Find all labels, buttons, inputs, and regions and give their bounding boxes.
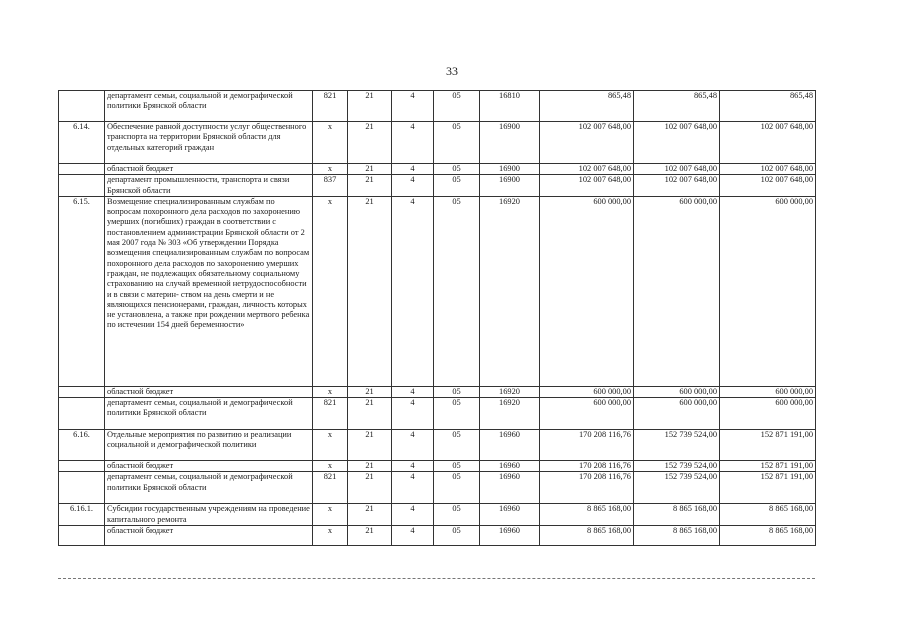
amount-year3-cell: 102 007 648,00: [720, 175, 816, 197]
row-name-cell: департамент семьи, социальной и демографической политики Брянской области: [105, 472, 313, 504]
section-code-cell: 21: [348, 504, 392, 526]
table-row: [59, 472, 816, 504]
program-code-cell: 05: [434, 164, 480, 175]
row-name-cell: Субсидии государственным учреждениям на проведение капитального ремонта: [105, 504, 313, 526]
grbs-code-cell: х: [313, 122, 348, 164]
subsection-code-cell: 4: [392, 175, 434, 197]
table-body: [59, 91, 816, 546]
table-row: [59, 386, 816, 397]
amount-year2-cell: 600 000,00: [634, 398, 720, 430]
subsection-code-cell: 4: [392, 526, 434, 546]
amount-year2-cell: 152 739 524,00: [634, 430, 720, 461]
amount-year2-cell: 865,48: [634, 91, 720, 122]
row-number-cell: 6.14.: [59, 122, 105, 164]
target-code-cell: 16900: [480, 164, 540, 175]
section-code-cell: 21: [348, 175, 392, 197]
program-code-cell: 05: [434, 430, 480, 461]
amount-year2-cell: 152 739 524,00: [634, 472, 720, 504]
table-row: [59, 175, 816, 197]
row-name-cell: областной бюджет: [105, 526, 313, 546]
amount-year1-cell: 8 865 168,00: [540, 526, 634, 546]
amount-year3-cell: 152 871 191,00: [720, 430, 816, 461]
amount-year3-cell: 600 000,00: [720, 196, 816, 386]
amount-year2-cell: 600 000,00: [634, 196, 720, 386]
row-number-cell: [59, 164, 105, 175]
budget-table: [58, 90, 816, 546]
amount-year1-cell: 8 865 168,00: [540, 504, 634, 526]
section-code-cell: 21: [348, 398, 392, 430]
table-row: [59, 196, 816, 386]
row-name-cell: областной бюджет: [105, 386, 313, 397]
amount-year2-cell: 102 007 648,00: [634, 164, 720, 175]
target-code-cell: 16960: [480, 461, 540, 472]
amount-year3-cell: 600 000,00: [720, 386, 816, 397]
table-row: [59, 430, 816, 461]
table-row: [59, 122, 816, 164]
row-name-cell: департамент промышленности, транспорта и связи Брянской области: [105, 175, 313, 197]
table-row: [59, 504, 816, 526]
amount-year3-cell: 102 007 648,00: [720, 122, 816, 164]
section-code-cell: 21: [348, 196, 392, 386]
program-code-cell: 05: [434, 386, 480, 397]
target-code-cell: 16960: [480, 430, 540, 461]
grbs-code-cell: х: [313, 461, 348, 472]
amount-year3-cell: 600 000,00: [720, 398, 816, 430]
section-code-cell: 21: [348, 430, 392, 461]
page-number: 33: [446, 64, 458, 78]
section-code-cell: 21: [348, 472, 392, 504]
row-number-cell: [59, 398, 105, 430]
target-code-cell: 16960: [480, 472, 540, 504]
grbs-code-cell: х: [313, 526, 348, 546]
subsection-code-cell: 4: [392, 461, 434, 472]
amount-year3-cell: 865,48: [720, 91, 816, 122]
section-code-cell: 21: [348, 164, 392, 175]
amount-year2-cell: 600 000,00: [634, 386, 720, 397]
subsection-code-cell: 4: [392, 91, 434, 122]
program-code-cell: 05: [434, 526, 480, 546]
amount-year1-cell: 600 000,00: [540, 386, 634, 397]
amount-year2-cell: 8 865 168,00: [634, 504, 720, 526]
grbs-code-cell: 821: [313, 472, 348, 504]
row-name-cell: департамент семьи, социальной и демографической политики Брянской области: [105, 91, 313, 122]
row-number-cell: [59, 472, 105, 504]
table-row: [59, 461, 816, 472]
row-number-cell: [59, 386, 105, 397]
amount-year2-cell: 152 739 524,00: [634, 461, 720, 472]
amount-year1-cell: 865,48: [540, 91, 634, 122]
table-row: [59, 91, 816, 122]
amount-year1-cell: 102 007 648,00: [540, 175, 634, 197]
amount-year1-cell: 102 007 648,00: [540, 122, 634, 164]
section-code-cell: 21: [348, 526, 392, 546]
amount-year3-cell: 8 865 168,00: [720, 526, 816, 546]
program-code-cell: 05: [434, 504, 480, 526]
table-row: [59, 526, 816, 546]
table-row: [59, 398, 816, 430]
program-code-cell: 05: [434, 122, 480, 164]
subsection-code-cell: 4: [392, 164, 434, 175]
subsection-code-cell: 4: [392, 386, 434, 397]
amount-year3-cell: 8 865 168,00: [720, 504, 816, 526]
target-code-cell: 16900: [480, 175, 540, 197]
row-name-cell: областной бюджет: [105, 164, 313, 175]
table-row: [59, 164, 816, 175]
program-code-cell: 05: [434, 175, 480, 197]
grbs-code-cell: 821: [313, 398, 348, 430]
program-code-cell: 05: [434, 461, 480, 472]
row-number-cell: 6.15.: [59, 196, 105, 386]
amount-year1-cell: 102 007 648,00: [540, 164, 634, 175]
amount-year1-cell: 600 000,00: [540, 196, 634, 386]
amount-year3-cell: 102 007 648,00: [720, 164, 816, 175]
program-code-cell: 05: [434, 91, 480, 122]
row-number-cell: [59, 461, 105, 472]
target-code-cell: 16920: [480, 386, 540, 397]
target-code-cell: 16810: [480, 91, 540, 122]
section-code-cell: 21: [348, 91, 392, 122]
grbs-code-cell: х: [313, 386, 348, 397]
amount-year1-cell: 170 208 116,76: [540, 461, 634, 472]
target-code-cell: 16920: [480, 196, 540, 386]
row-number-cell: 6.16.: [59, 430, 105, 461]
row-name-cell: Отдельные мероприятия по развитию и реализации социальной и демографической политики: [105, 430, 313, 461]
section-code-cell: 21: [348, 122, 392, 164]
subsection-code-cell: 4: [392, 504, 434, 526]
amount-year3-cell: 152 871 191,00: [720, 472, 816, 504]
row-number-cell: [59, 175, 105, 197]
program-code-cell: 05: [434, 472, 480, 504]
row-name-cell: областной бюджет: [105, 461, 313, 472]
amount-year2-cell: 8 865 168,00: [634, 526, 720, 546]
row-number-cell: 6.16.1.: [59, 504, 105, 526]
amount-year2-cell: 102 007 648,00: [634, 122, 720, 164]
target-code-cell: 16900: [480, 122, 540, 164]
section-code-cell: 21: [348, 386, 392, 397]
section-code-cell: 21: [348, 461, 392, 472]
row-name-cell: Обеспечение равной доступности услуг общественного транспорта на территории Брянской области для отдельных категорий граждан: [105, 122, 313, 164]
program-code-cell: 05: [434, 196, 480, 386]
grbs-code-cell: х: [313, 430, 348, 461]
row-name-cell: департамент семьи, социальной и демографической политики Брянской области: [105, 398, 313, 430]
subsection-code-cell: 4: [392, 122, 434, 164]
subsection-code-cell: 4: [392, 196, 434, 386]
grbs-code-cell: 821: [313, 91, 348, 122]
target-code-cell: 16960: [480, 526, 540, 546]
amount-year2-cell: 102 007 648,00: [634, 175, 720, 197]
row-number-cell: [59, 526, 105, 546]
amount-year1-cell: 170 208 116,76: [540, 430, 634, 461]
amount-year3-cell: 152 871 191,00: [720, 461, 816, 472]
row-number-cell: [59, 91, 105, 122]
table-bottom-divider: [58, 578, 815, 579]
amount-year1-cell: 600 000,00: [540, 398, 634, 430]
target-code-cell: 16960: [480, 504, 540, 526]
amount-year1-cell: 170 208 116,76: [540, 472, 634, 504]
subsection-code-cell: 4: [392, 472, 434, 504]
grbs-code-cell: х: [313, 504, 348, 526]
subsection-code-cell: 4: [392, 398, 434, 430]
target-code-cell: 16920: [480, 398, 540, 430]
program-code-cell: 05: [434, 398, 480, 430]
grbs-code-cell: х: [313, 164, 348, 175]
grbs-code-cell: 837: [313, 175, 348, 197]
grbs-code-cell: х: [313, 196, 348, 386]
subsection-code-cell: 4: [392, 430, 434, 461]
row-name-cell: Возмещение специализированным службам по вопросам похоронного дела расходов по захоронению умерших (погибших) граждан в соответствии с постановлением администрации Брянской области от 2 мая 2007 года № 303 «Об утверждении Порядка возмещения специализированным службам по вопросам похоронного дела расходов по захоронению умерших граждан, не подлежащих обязательному социальному страхованию на случай временной нетрудоспособности и в связи с материн- ством на день смерти и не являющихся пенсионерами, граждан, личность которых не установлена, а также при рождении мертвого ребенка по истечении 154 дней беременности»: [105, 196, 313, 386]
